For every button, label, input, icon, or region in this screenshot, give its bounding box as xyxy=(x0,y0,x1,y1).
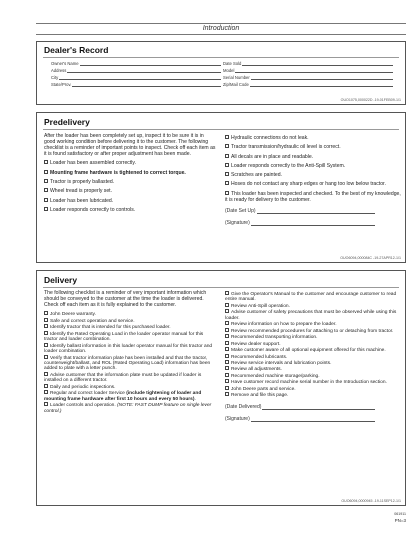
reference-code: OUO1075,000022D -19-01FEB09-1/1 xyxy=(340,98,401,102)
date-sold-field[interactable]: Date Sold xyxy=(223,59,393,66)
checklist-item[interactable]: Give the Operator's Manual to the customer and encourage customer to read entire manual. xyxy=(225,292,397,303)
checkbox[interactable] xyxy=(225,373,229,377)
dealer-right-fields xyxy=(223,59,393,87)
checkbox[interactable] xyxy=(225,366,229,370)
checkbox[interactable] xyxy=(44,170,48,174)
city-field[interactable]: City xyxy=(51,73,221,80)
checkbox[interactable] xyxy=(225,309,229,313)
checklist-item[interactable]: Loader has been lubricated. xyxy=(44,198,216,205)
dealers-record-title: Dealer's Record xyxy=(44,45,109,55)
dealers-record-box xyxy=(36,41,406,105)
zip-code-field[interactable]: Zip/Mail Code xyxy=(223,80,393,87)
checkbox[interactable] xyxy=(44,318,48,322)
checklist-item[interactable]: Mounting frame hardware is tightened to correct torque. xyxy=(44,170,216,177)
delivery-left-column xyxy=(44,291,218,414)
predelivery-title: Predelivery xyxy=(44,117,90,127)
checklist-item[interactable]: Recommended machine storage/parking. xyxy=(225,373,401,379)
predelivery-left-column xyxy=(44,133,216,216)
checkbox[interactable] xyxy=(44,207,48,211)
checkbox[interactable] xyxy=(225,328,229,332)
checklist-item[interactable]: Review all adjustments. xyxy=(225,366,401,372)
checklist-item[interactable]: This loader has been inspected and checked. To the best of my knowledge, it is ready for delivery to the customer. xyxy=(225,190,401,203)
checkbox[interactable] xyxy=(44,188,48,192)
checkbox[interactable] xyxy=(225,191,229,195)
checklist-item[interactable]: Review information on how to prepare the loader. xyxy=(225,321,401,327)
checklist-item[interactable]: Have customer record machine serial number in the Introduction section. xyxy=(225,379,401,385)
reference-code: OUO6094,000084C -19-27APR12-1/1 xyxy=(340,256,401,260)
checklist-item[interactable]: Tractor is properly ballasted. xyxy=(44,179,216,186)
checkbox[interactable] xyxy=(44,390,48,394)
checklist-item[interactable]: Hoses do not contact any sharp edges or hang too low below tractor. xyxy=(225,181,401,188)
checkbox[interactable] xyxy=(44,402,48,406)
checklist-item[interactable]: Identify the Rated Operating Load in the loader operator manual for this tractor and loader combination. xyxy=(44,331,204,343)
checkbox[interactable] xyxy=(44,343,48,347)
checkbox[interactable] xyxy=(44,331,48,335)
checklist-item[interactable]: Review dealer support. xyxy=(225,341,401,347)
checklist-item[interactable]: All decals are in place and readable. xyxy=(225,154,401,161)
checkbox[interactable] xyxy=(44,384,48,388)
dealer-left-fields xyxy=(51,59,221,87)
section-title: Introduction xyxy=(202,25,240,32)
checklist-item[interactable]: Safe and correct operation and service. xyxy=(44,318,218,324)
page-number: PN=3 xyxy=(394,518,406,523)
checkbox[interactable] xyxy=(44,160,48,164)
checklist-item[interactable]: Advise customer of safety precautions that must be observed while using this loader. xyxy=(225,310,397,321)
checklist-item[interactable]: Review Anti-Spill operation. xyxy=(225,303,401,309)
checklist-item[interactable]: Scratches are painted. xyxy=(225,172,401,179)
checkbox[interactable] xyxy=(225,163,229,167)
checkbox[interactable] xyxy=(44,198,48,202)
checklist-item[interactable]: Verify that tractor information plate has been installed and that the tractor, counterweight/ballast, and ROL (Rated Operating Load) information has been added to plate with a letter punch. xyxy=(44,355,211,372)
checkbox[interactable] xyxy=(225,172,229,176)
checklist-item[interactable]: Hydraulic connections do not leak. xyxy=(225,135,401,142)
address-field[interactable]: Address xyxy=(51,66,221,73)
checkbox[interactable] xyxy=(225,347,229,351)
checkbox[interactable] xyxy=(225,135,229,139)
predelivery-right-column xyxy=(225,135,401,226)
date-set-up-field[interactable]: (Date Set Up) xyxy=(225,207,375,214)
delivery-right-column xyxy=(225,291,401,422)
checklist-item[interactable]: Make customer aware of all optional equipment offered for this machine. xyxy=(225,347,401,353)
checkbox[interactable] xyxy=(44,324,48,328)
delivery-title: Delivery xyxy=(44,275,78,285)
checkbox[interactable] xyxy=(225,321,229,325)
checkbox[interactable] xyxy=(225,360,229,364)
checklist-item[interactable]: Identify ballast information in this loader operator manual for this tractor and loader combination. xyxy=(44,343,213,355)
service-checklist-item[interactable]: Regular and correct loader Service (include tightening of loader and mounting frame hardware after first 10 hours and every 50 hours). xyxy=(44,391,202,402)
checklist-item[interactable]: Remove and file this page. xyxy=(225,392,401,398)
checklist-item[interactable]: Review recommended procedures for attaching to or detaching from tractor. xyxy=(225,328,401,334)
checklist-item[interactable]: Daily and periodic inspections. xyxy=(44,384,218,390)
checklist-item[interactable]: Loader responds correctly to the Anti-Spill System. xyxy=(225,163,401,170)
signature-field[interactable]: (Signature) xyxy=(225,415,375,422)
footer-code: 061911 xyxy=(394,512,406,516)
checkbox[interactable] xyxy=(225,341,229,345)
checkbox[interactable] xyxy=(225,303,229,307)
checkbox[interactable] xyxy=(225,354,229,358)
checklist-item[interactable]: John Deere parts and service. xyxy=(225,386,401,392)
section-header xyxy=(36,23,406,35)
state-prov-field[interactable]: State/Prov. xyxy=(51,80,221,87)
checkbox[interactable] xyxy=(44,372,48,376)
checkbox[interactable] xyxy=(225,334,229,338)
checkbox[interactable] xyxy=(44,355,48,359)
checkbox[interactable] xyxy=(225,386,229,390)
checklist-item[interactable]: Review service intervals and lubrication points. xyxy=(225,360,401,366)
owner-name-field[interactable]: Owner's Name xyxy=(51,59,221,66)
checkbox[interactable] xyxy=(44,311,48,315)
checklist-item[interactable]: Tractor transmission/hydraulic oil level is correct. xyxy=(225,144,401,151)
checkbox[interactable] xyxy=(225,144,229,148)
predelivery-box xyxy=(36,112,406,263)
reference-code: OUO6094,0000945 -19-11SEP12-1/1 xyxy=(341,499,401,503)
checklist-item[interactable]: John Deere warranty. xyxy=(44,311,218,317)
checklist-item[interactable]: Recommended transporting information. xyxy=(225,334,401,340)
delivery-box xyxy=(36,270,406,506)
checklist-item[interactable]: Wheel tread is properly set. xyxy=(44,188,216,195)
checkbox[interactable] xyxy=(225,154,229,158)
checklist-item[interactable]: Loader responds correctly to controls. xyxy=(44,207,216,214)
controls-checklist-item[interactable]: Loader controls and operation. (NOTE: FAST DUMP feature on single lever control.) xyxy=(44,403,212,414)
date-delivered-field[interactable]: (Date Delivered) xyxy=(225,403,375,410)
checklist-item[interactable]: Advise customer that the information plate must be updated if loader is installed on a different tractor. xyxy=(44,372,202,384)
divider xyxy=(43,57,399,58)
model-field[interactable]: Model xyxy=(223,66,393,73)
predelivery-intro: After the loader has been completely set up, inspect it to be sure it is in good working condition before delivering it to the customer. The following checklist is a reminder of important points to inspect. Check off each item as it is found satisfactory or after proper adjustment has been made. xyxy=(44,133,216,158)
checkbox[interactable] xyxy=(44,179,48,183)
divider xyxy=(43,287,399,288)
checkbox[interactable] xyxy=(225,392,229,396)
checkbox[interactable] xyxy=(225,379,229,383)
checklist-item[interactable]: Recommended lubricants. xyxy=(225,354,401,360)
checkbox[interactable] xyxy=(225,181,229,185)
checkbox[interactable] xyxy=(225,291,229,295)
delivery-intro: The following checklist is a reminder of very important information which should be conveyed to the customer at the time the loader is delivered. Check off each item as it is fully explained to the customer. xyxy=(44,290,207,308)
serial-number-field[interactable]: Serial Number xyxy=(223,73,393,80)
checklist-item[interactable]: Loader has been assembled correctly. xyxy=(44,160,216,167)
checklist-item[interactable]: Identify tractor that is intended for this purchased loader. xyxy=(44,324,218,330)
signature-field[interactable]: (Signature) xyxy=(225,219,375,226)
divider xyxy=(43,129,399,130)
